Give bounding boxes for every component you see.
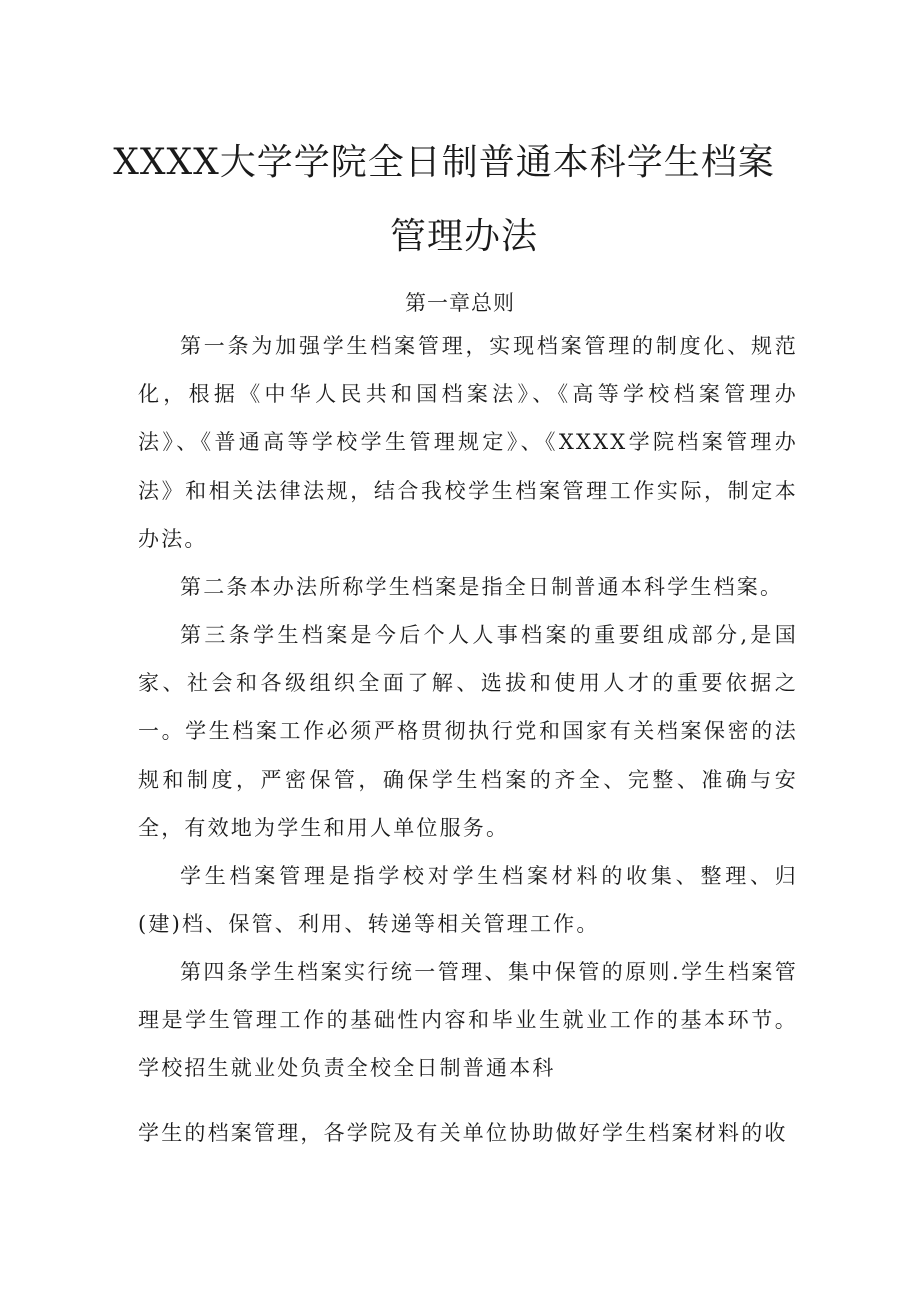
paragraph-article-1: 第一条为加强学生档案管理，实现档案管理的制度化、规范化，根据《中华人民共和国档案法》、《高等学校档案管理办法》、《普通高等学校学生管理规定》、《XXXX学院档案管理办法》和相关法律法规，结合我校学生档案管理工作实际，制定本办法。 [138, 334, 798, 551]
paragraph-continuation: 学生的档案管理，各学院及有关单位协助做好学生档案材料的收 [138, 1121, 788, 1145]
chapter-heading: 第一章总则 [405, 291, 515, 315]
paragraph-article-4: 第四条学生档案实行统一管理、集中保管的原则.学生档案管理是学生管理工作的基础性内容和毕业生就业工作的基本环节。学校招生就业处负责全校全日制普通本科 [138, 960, 798, 1081]
document-title-line-2: 管理办法 [389, 216, 538, 257]
paragraph-article-3: 第三条学生档案是今后个人人事档案的重要组成部分,是国家、社会和各级组织全面了解、选拔和使用人才的重要依据之一。学生档案工作必须严格贯彻执行党和国家有关档案保密的法规和制度，严密保管，确保学生档案的齐全、完整、准确与安全，有效地为学生和用人单位服务。 [138, 623, 798, 840]
document-title-line-1: XXXX大学学院全日制普通本科学生档案 [113, 142, 775, 183]
paragraph-article-2: 第二条本办法所称学生档案是指全日制普通本科学生档案。 [180, 575, 784, 599]
paragraph-archive-management-definition: 学生档案管理是指学校对学生档案材料的收集、整理、归(建)档、保管、利用、转递等相关管理工作。 [138, 864, 798, 937]
